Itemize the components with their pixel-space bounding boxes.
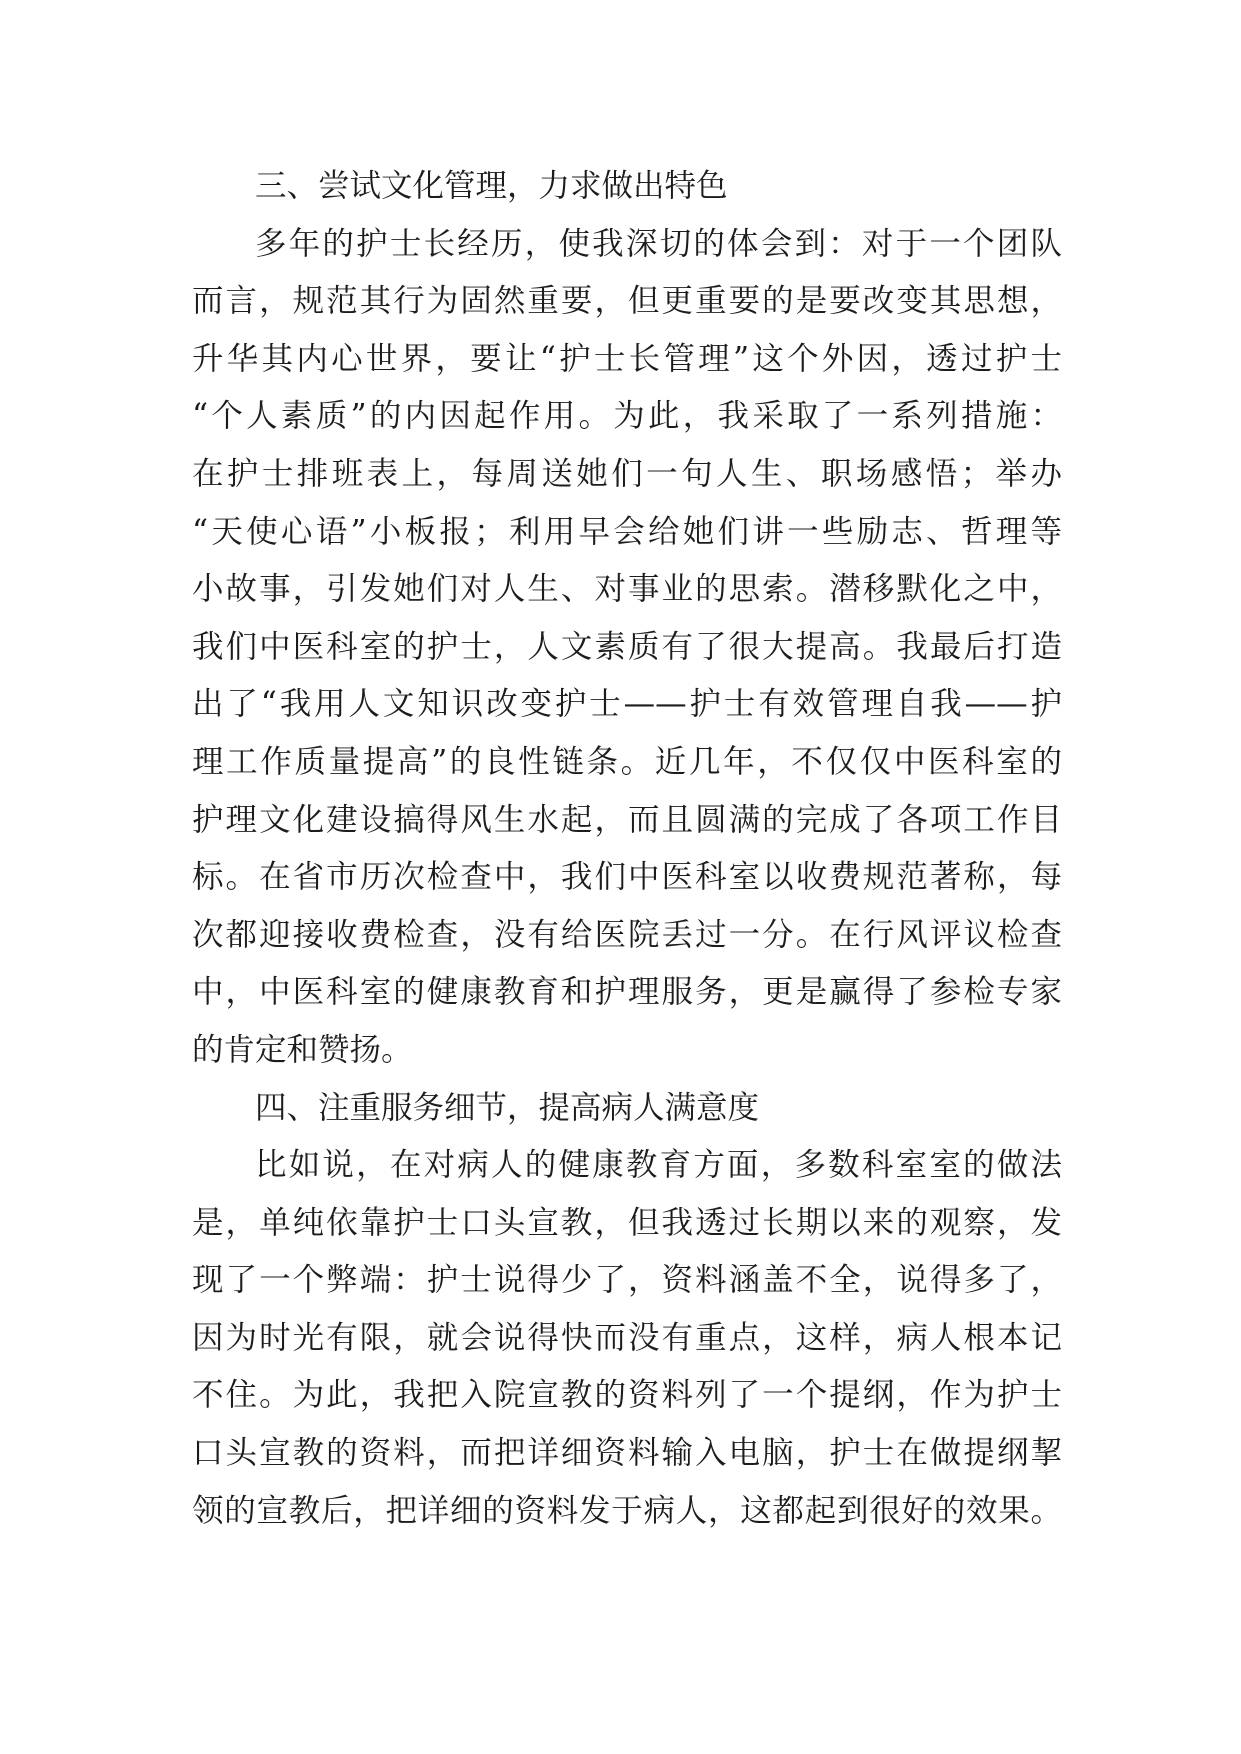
paragraph-culture-management (192, 216, 1062, 1080)
heading-line: 四、注重服务细节，提高病人满意度 (255, 1089, 760, 1126)
paragraph-line: 升华其内心世界，要让“护士长管理”这个外因，透过护士 (192, 340, 1062, 377)
paragraph-line: 领的宣教后，把详细的资料发于病人，这都起到很好的效果。 (192, 1492, 1062, 1529)
paragraph-line: “天使心语”小板报；利用早会给她们讲一些励志、哲理等 (192, 513, 1062, 550)
paragraph-line: 口头宣教的资料，而把详细资料输入电脑，护士在做提纲挈 (192, 1435, 1062, 1472)
paragraph-line: 出了“我用人文知识改变护士——护士有效管理自我——护 (192, 686, 1062, 723)
paragraph-line: 中，中医科室的健康教育和护理服务，更是赢得了参检专家 (192, 974, 1062, 1011)
paragraph-line: 而言，规范其行为固然重要，但更重要的是要改变其思想， (192, 283, 1062, 320)
paragraph-line: “个人素质”的内因起作用。为此，我采取了一系列措施： (192, 398, 1062, 435)
paragraph-line: 因为时光有限，就会说得快而没有重点，这样，病人根本记 (192, 1319, 1062, 1356)
paragraph-line: 不住。为此，我把入院宣教的资料列了一个提纲，作为护士 (192, 1377, 1062, 1414)
paragraph-line: 我们中医科室的护士，人文素质有了很大提高。我最后打造 (192, 628, 1062, 665)
paragraph-line: 小故事，引发她们对人生、对事业的思索。潜移默化之中， (192, 571, 1062, 608)
heading-line: 三、尝试文化管理，力求做出特色 (255, 168, 728, 204)
paragraph-service-details (192, 1137, 1062, 1540)
section-heading-culture-management (192, 158, 1062, 216)
paragraph-line: 在护士排班表上，每周送她们一句人生、职场感悟；举办 (192, 455, 1062, 492)
paragraph-line: 是，单纯依靠护士口头宣教，但我透过长期以来的观察，发 (192, 1204, 1062, 1241)
paragraph-line: 标。在省市历次检查中，我们中医科室以收费规范著称，每 (192, 859, 1062, 896)
paragraph-line: 护理文化建设搞得风生水起，而且圆满的完成了各项工作目 (192, 801, 1062, 838)
paragraph-line: 理工作质量提高”的良性链条。近几年，不仅仅中医科室的 (192, 743, 1062, 780)
paragraph-line: 的肯定和赞扬。 (192, 1031, 413, 1068)
paragraph-line: 次都迎接收费检查，没有给医院丢过一分。在行风评议检查 (192, 916, 1062, 953)
section-heading-service-details (192, 1080, 1062, 1138)
paragraph-line: 多年的护士长经历，使我深切的体会到：对于一个团队 (255, 225, 1062, 262)
paragraph-line: 现了一个弊端：护士说得少了，资料涵盖不全，说得多了， (192, 1262, 1062, 1299)
paragraph-line: 比如说，在对病人的健康教育方面，多数科室室的做法 (255, 1147, 1062, 1184)
document-body (192, 158, 1062, 1540)
